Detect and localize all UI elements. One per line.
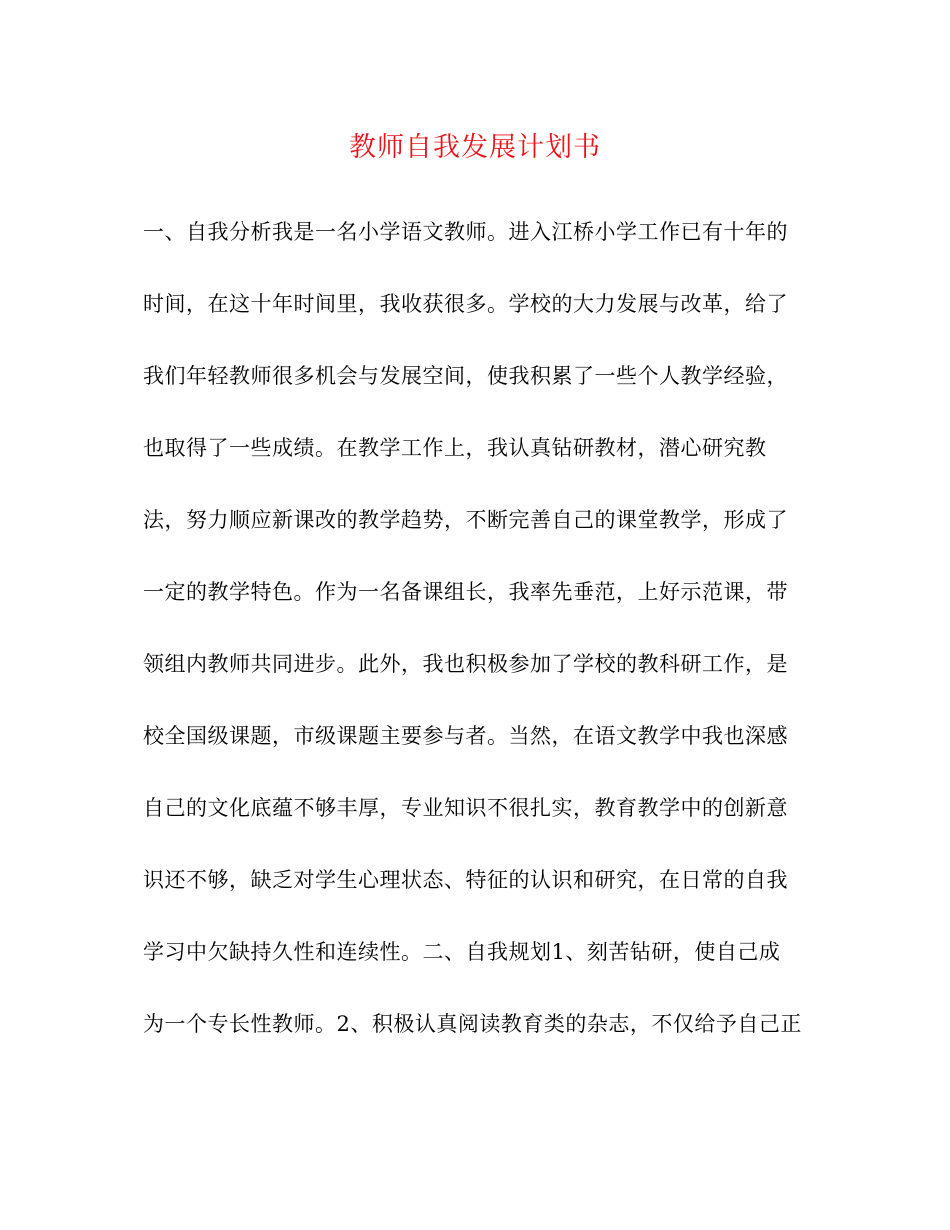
body-line: 时间，在这十年时间里，我收获很多。学校的大力发展与改革，给了 <box>143 292 788 316</box>
document-body <box>143 214 813 1078</box>
body-line: 法，努力顺应新课改的教学趋势，不断完善自己的课堂教学，形成了 <box>143 508 788 532</box>
body-line: 校全国级课题，市级课题主要参与者。当然，在语文教学中我也深感 <box>143 724 788 748</box>
body-line: 识还不够，缺乏对学生心理状态、特征的认识和研究，在日常的自我 <box>143 868 788 892</box>
body-line: 一定的教学特色。作为一名备课组长，我率先垂范，上好示范课，带 <box>143 580 788 604</box>
body-line: 我们年轻教师很多机会与发展空间，使我积累了一些个人教学经验， <box>143 364 788 388</box>
body-line: 一、自我分析我是一名小学语文教师。进入江桥小学工作已有十年的 <box>143 220 788 244</box>
body-line: 学习中欠缺持久性和连续性。二、自我规划1、刻苦钻研，使自己成 <box>143 940 781 964</box>
body-line: 为一个专长性教师。2、积极认真阅读教育类的杂志，不仅给予自己正 <box>143 1012 802 1036</box>
document-title: 教师自我发展计划书 <box>349 132 601 163</box>
body-line: 也取得了一些成绩。在教学工作上，我认真钻研教材，潜心研究教 <box>143 436 767 460</box>
body-line: 领组内教师共同进步。此外，我也积极参加了学校的教科研工作，是 <box>143 652 788 676</box>
body-line: 自己的文化底蕴不够丰厚，专业知识不很扎实，教育教学中的创新意 <box>143 796 788 820</box>
